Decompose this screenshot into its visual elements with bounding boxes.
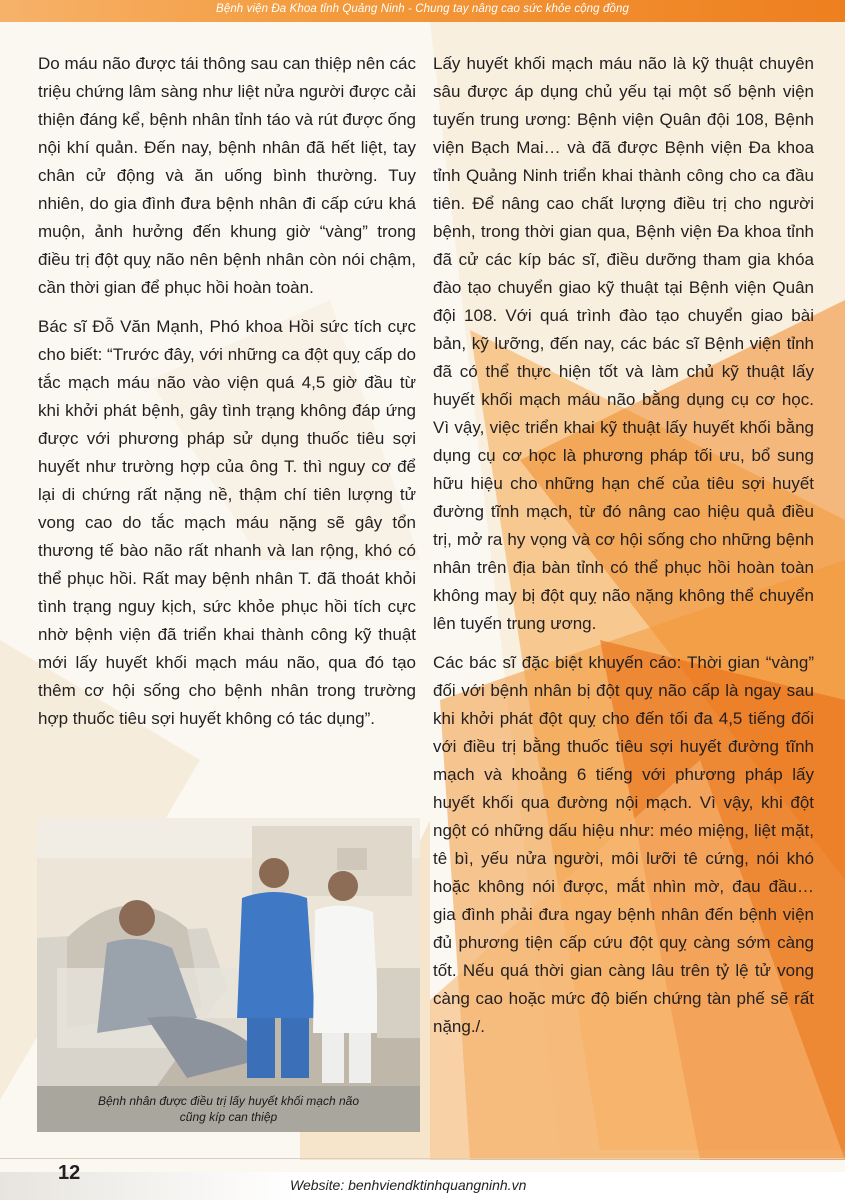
- caption-line: Bệnh nhân được điều trị lấy huyết khối mạch não: [97, 1094, 360, 1108]
- header-title: Bệnh viện Đa Khoa tỉnh Quảng Ninh - Chung tay nâng cao sức khỏe cộng đồng: [216, 3, 629, 15]
- caption-line: cũng kíp can thiệp: [179, 1110, 278, 1124]
- paragraph: Bác sĩ Đỗ Văn Mạnh, Phó khoa Hồi sức tích cực cho biết: “Trước đây, với những ca đột quỵ cấp do tắc mạch máu não vào viện quá 4,5 giờ đầu từ khi khởi phát bệnh, gây tình trạng không đáp ứng được với phương pháp sử dụng thuốc tiêu sợi huyết như trường hợp của ông T. thì nguy cơ để lại di chứng rất nặng nề, thậm chí tiên lượng tử vong cao do tắc mạch máu nặng sẽ gây tổn thương tế bào não rất nhanh và lan rộng, khó có thể phục hồi. Rất may bệnh nhân T. đã thoát khỏi tình trạng nguy kịch, sức khỏe phục hồi tích cực nhờ bệnh viện đã triển khai thành công kỹ thuật mới lấy huyết khối mạch máu não, qua đó tạo thêm cơ hội sống cho bệnh nhân trong trường hợp thuốc tiêu sợi huyết không có tác dụng”.: [38, 317, 416, 728]
- footer-divider: [0, 1158, 845, 1159]
- paragraph: Các bác sĩ đặc biệt khuyến cáo: Thời gian “vàng” đối với bệnh nhân bị đột quỵ não cấp là ngay sau khi khởi phát đột quỵ cho đến tối đa 4,5 tiếng đối với điều trị bằng thuốc tiêu sợi huyết đường tĩnh mạch và khoảng 6 tiếng với phương pháp lấy huyết khối qua đường nội mạch. Vì vậy, khi đột ngột có những dấu hiệu như: méo miệng, liệt mặt, tê bì, yếu nửa người, môi lưỡi tê cứng, nói khó hoặc không nói được, mắt nhìn mờ, đau đầu… gia đình phải đưa ngay bệnh nhân đến bệnh viện đủ phương tiện cấp cứu đột quỵ càng sớm càng tốt. Nếu quá thời gian càng lâu trên tỷ lệ tử vong càng cao hoặc mức độ biến chứng tàn phế sẽ rất nặng./.: [433, 653, 814, 1036]
- paragraph: Lấy huyết khối mạch máu não là kỹ thuật chuyên sâu được áp dụng chủ yếu tại một số bệnh viện tuyến trung ương: Bệnh viện Quân đội 108, Bệnh viện Bạch Mai… và đã được Bệnh viện Đa khoa tỉnh Quảng Ninh triển khai thành công cho ca đầu tiên. Để nâng cao chất lượng điều trị cho người bệnh, trong thời gian qua, Bệnh viện Đa khoa tỉnh đã cử các kíp bác sĩ, điều dưỡng tham gia khóa đào tạo chuyển giao kỹ thuật tại Bệnh viện Quân đội 108. Với quá trình đào tạo chuyển giao bài bản, kỹ lưỡng, đến nay, các bác sĩ Bệnh viện tỉnh đã có thể thực hiện tốt và làm chủ kỹ thuật lấy huyết khối mạch máu não bằng dụng cụ cơ học. Vì vậy, việc triển khai kỹ thuật lấy huyết khối bằng dụng cụ cơ học là phương pháp tối ưu, bổ sung hữu hiệu cho những hạn chế của tiêu sợi huyết đường tĩnh mạch, từ đó nâng cao hiệu quả điều trị, mở ra hy vọng và cơ hội sống cho những bệnh nhân trên địa bàn tỉnh có thể phục hồi hoàn toàn không may bị đột quỵ não nặng không thể chuyển lên tuyến trung ương.: [433, 54, 814, 633]
- page-number: 12: [58, 1162, 81, 1184]
- paragraph: Do máu não được tái thông sau can thiệp nên các triệu chứng lâm sàng như liệt nửa người được cải thiện đáng kể, bệnh nhân tỉnh táo và rút được ống nội khí quản. Đến nay, bệnh nhân đã hết liệt, tay chân cử động và ăn uống bình thường. Tuy nhiên, do gia đình đưa bệnh nhân đi cấp cứu khá muộn, ảnh hưởng đến khung giờ “vàng” trong điều trị đột quỵ não nên bệnh nhân còn nói chậm, cần thời gian để phục hồi hoàn toàn.: [38, 54, 416, 297]
- website-link[interactable]: Website: benhviendktinhquangninh.vn: [290, 1177, 527, 1193]
- right-column: [433, 50, 814, 1052]
- article-photo: [37, 818, 420, 1086]
- photo-caption: [37, 1086, 420, 1132]
- left-column: [38, 50, 416, 744]
